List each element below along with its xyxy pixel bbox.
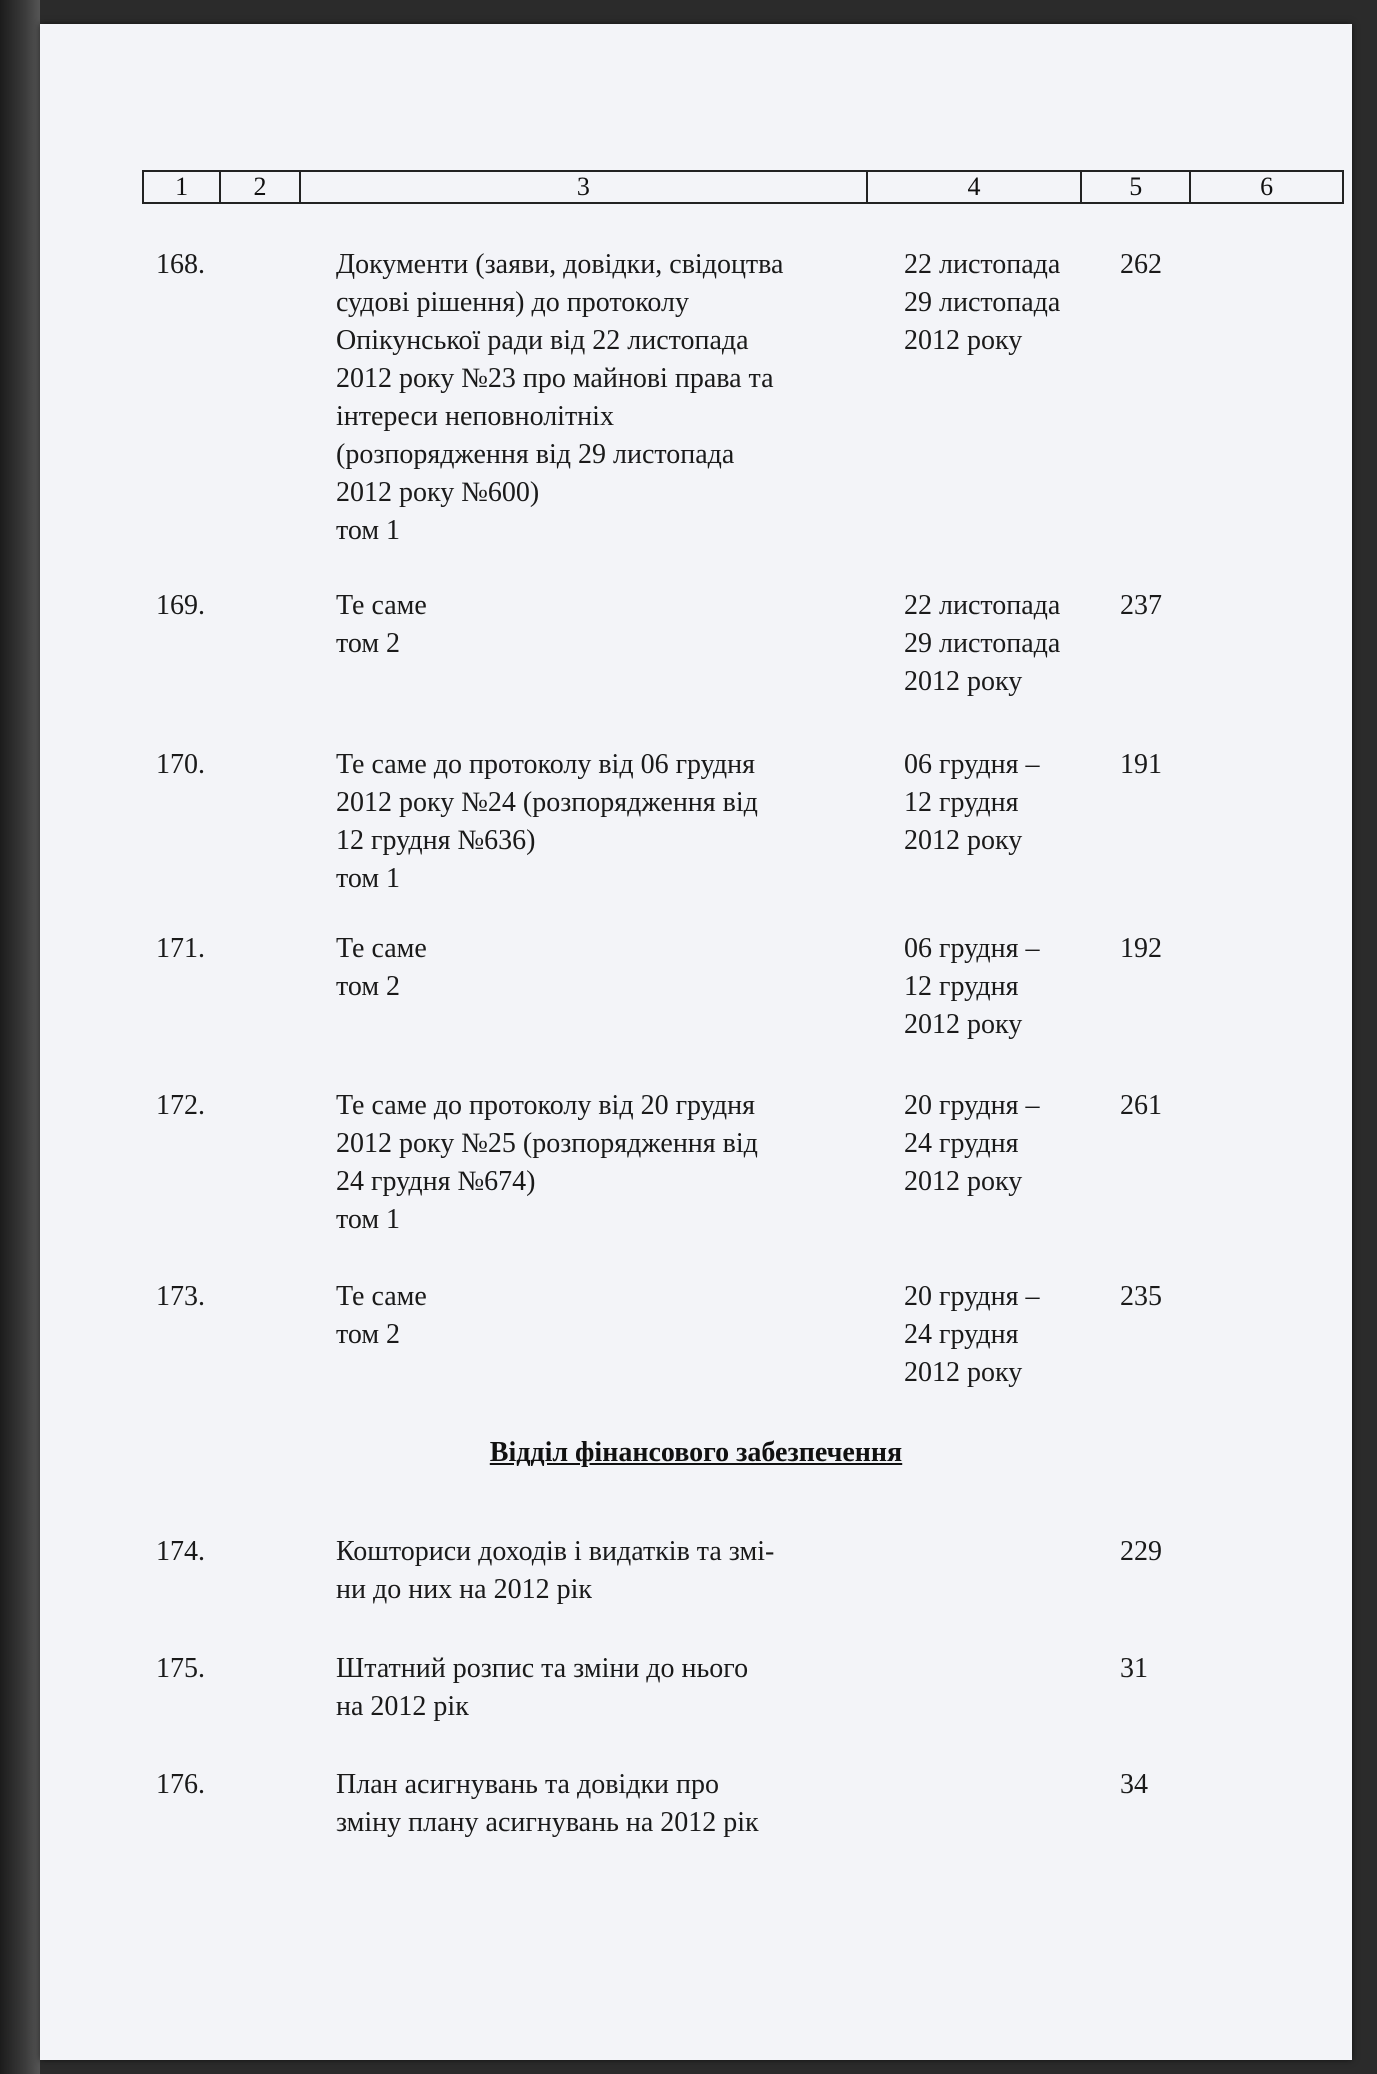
row-title: Те саме том 2 <box>336 590 427 659</box>
row-sheet-count: 261 <box>1120 1090 1162 1121</box>
row-number: 172. <box>156 1090 205 1121</box>
row-dates: 06 грудня – 12 грудня 2012 року <box>904 749 1040 856</box>
row-sheet-count: 191 <box>1120 749 1162 780</box>
row-sheet-count: 192 <box>1120 933 1162 964</box>
row-title: Те саме до протоколу від 20 грудня 2012 року №25 (розпорядження від 24 грудня №674) том 1 <box>336 1090 758 1235</box>
column-header-cell: 5 <box>1082 172 1191 202</box>
column-header-cell: 2 <box>221 172 300 202</box>
column-header-cell: 6 <box>1260 172 1274 201</box>
row-number: 169. <box>156 590 205 621</box>
section-heading: Відділ фінансового забезпечення <box>489 1437 903 1468</box>
row-title: Кошториси доходів і видатків та змі- ни до них на 2012 рік <box>336 1536 775 1605</box>
row-sheet-count: 235 <box>1120 1281 1162 1312</box>
column-header-cell: 4 <box>868 172 1082 202</box>
row-sheet-count: 262 <box>1120 249 1162 280</box>
row-title: Те саме том 2 <box>336 1281 427 1350</box>
row-number: 175. <box>156 1653 205 1684</box>
row-title: Штатний розпис та зміни до нього на 2012 рік <box>336 1653 749 1722</box>
row-title: Документи (заяви, довідки, свідоцтва судові рішення) до протоколу Опікунської ради від 22 листопада 2012 року №23 про майнові права та інтереси неповнолітніх (розпорядження від 29 листопада 2012 року №600) том 1 <box>336 249 784 546</box>
row-dates: 22 листопада 29 листопада 2012 року <box>904 249 1061 356</box>
row-title: Те саме до протоколу від 06 грудня 2012 року №24 (розпорядження від 12 грудня №636) том 1 <box>336 749 758 894</box>
row-number: 174. <box>156 1536 205 1567</box>
column-header-cell: 1 <box>144 172 221 202</box>
row-dates: 06 грудня – 12 грудня 2012 року <box>904 933 1040 1040</box>
row-number: 168. <box>156 249 205 280</box>
row-number: 171. <box>156 933 205 964</box>
row-number: 176. <box>156 1769 205 1800</box>
row-sheet-count: 31 <box>1120 1653 1148 1684</box>
column-number-header <box>142 170 1344 204</box>
row-number: 173. <box>156 1281 205 1312</box>
row-dates: 20 грудня – 24 грудня 2012 року <box>904 1090 1040 1197</box>
row-number: 170. <box>156 749 205 780</box>
row-sheet-count: 237 <box>1120 590 1162 621</box>
column-header-cell: 3 <box>301 172 868 202</box>
row-sheet-count: 34 <box>1120 1769 1148 1800</box>
row-dates: 22 листопада 29 листопада 2012 року <box>904 590 1061 697</box>
scan-left-edge <box>0 0 40 2074</box>
row-dates: 20 грудня – 24 грудня 2012 року <box>904 1281 1040 1388</box>
row-sheet-count: 229 <box>1120 1536 1162 1567</box>
row-title: Те саме том 2 <box>336 933 427 1002</box>
row-title: План асигнувань та довідки про зміну плану асигнувань на 2012 рік <box>336 1769 759 1838</box>
document-page <box>40 24 1352 2060</box>
